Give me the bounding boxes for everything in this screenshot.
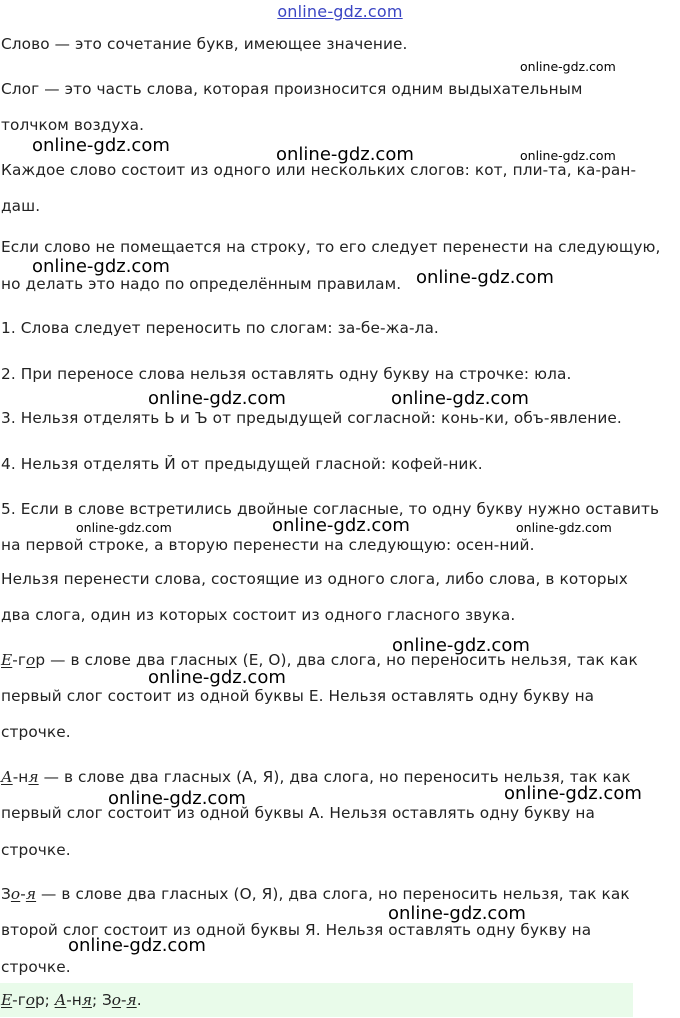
watermark: online-gdz.com — [391, 388, 529, 409]
answer-part: . — [136, 991, 142, 1009]
text-line: но делать это надо по определённым правилам. — [1, 275, 402, 293]
rule-2: 2. При переносе слова нельзя оставлять одну букву на строчке: юла. — [1, 365, 572, 383]
watermark: online-gdz.com — [392, 635, 530, 656]
watermark: online-gdz.com — [272, 515, 410, 536]
example-word-part: о — [10, 885, 21, 903]
answer-part: я — [126, 991, 137, 1009]
answer-part: о — [111, 991, 122, 1009]
text-line: Слог — это часть слова, которая произносится одним выдыхательным — [1, 80, 583, 98]
watermark: online-gdz.com — [416, 267, 554, 288]
rule-4: 4. Нельзя отделять Й от предыдущей гласной: кофей-ник. — [1, 455, 483, 473]
answer-part: -н — [66, 991, 82, 1009]
text-line: второй слог состоит из одной буквы Я. Нельзя оставлять одну букву на — [1, 921, 592, 939]
site-link[interactable]: online-gdz.com — [277, 2, 403, 21]
watermark: online-gdz.com — [148, 667, 286, 688]
example-word-part: - — [20, 885, 26, 903]
watermark: online-gdz.com — [76, 520, 172, 535]
example-anya-line — [1, 767, 631, 787]
example-explanation: — в слове два гласных (Е, О), два слога, но переносить нельзя, так как — [45, 651, 638, 669]
text-line: строчке. — [1, 723, 71, 741]
watermark: online-gdz.com — [68, 935, 206, 956]
text-line: на первой строке, а вторую перенести на следующую: осен-ний. — [1, 536, 535, 554]
text-line: два слога, один из которых состоит из одного гласного звука. — [1, 606, 516, 624]
example-word-part: З — [1, 885, 11, 903]
watermark: online-gdz.com — [32, 256, 170, 277]
answer-part: А — [54, 991, 67, 1009]
text-line: первый слог состоит из одной буквы А. Нельзя оставлять одну букву на — [1, 804, 595, 822]
answer-part: З — [101, 991, 112, 1009]
example-word-part: Е — [1, 651, 13, 669]
watermark: online-gdz.com — [520, 148, 616, 163]
example-word-part: -н — [12, 768, 29, 786]
text-line: Каждое слово состоит из одного или нескольких слогов: кот, пли-та, ка-ран- — [1, 161, 637, 179]
example-word-part: я — [28, 768, 39, 786]
example-egor-line — [1, 650, 638, 670]
rule-3: 3. Нельзя отделять Ь и Ъ от предыдущей согласной: конь-ки, объ-явление. — [1, 409, 622, 427]
watermark: online-gdz.com — [148, 388, 286, 409]
answer-part: Е — [1, 991, 13, 1009]
text-line: строчке. — [1, 958, 71, 976]
watermark: online-gdz.com — [32, 135, 170, 156]
rule-5: 5. Если в слове встретились двойные согласные, то одну букву нужно оставить — [1, 500, 660, 518]
text-line: даш. — [1, 197, 41, 215]
answer-part: -г — [12, 991, 26, 1009]
answer-part: ; — [91, 991, 102, 1009]
text-line: толчком воздуха. — [1, 116, 145, 134]
answer-part: р; — [34, 991, 55, 1009]
text-line: Слово — это сочетание букв, имеющее значение. — [1, 35, 408, 53]
example-explanation: — в слове два гласных (А, Я), два слога, но переносить нельзя, так как — [38, 768, 631, 786]
answer-part: я — [81, 991, 92, 1009]
site-header — [0, 0, 680, 24]
example-word-part: о — [26, 651, 36, 669]
watermark: online-gdz.com — [504, 783, 642, 804]
watermark: online-gdz.com — [388, 903, 526, 924]
text-line: Нельзя перенести слова, состоящие из одного слога, либо слова, в которых — [1, 570, 628, 588]
example-zoya-line — [1, 884, 630, 904]
example-word-part: -г — [12, 651, 27, 669]
text-line: Если слово не помещается на строку, то его следует перенести на следующую, — [1, 238, 661, 256]
answer-part: о — [25, 991, 35, 1009]
watermark: online-gdz.com — [516, 520, 612, 535]
answer-line — [1, 990, 142, 1010]
answer-box — [0, 983, 633, 1017]
rule-1: 1. Слова следует переносить по слогам: за-бе-жа-ла. — [1, 319, 439, 337]
watermark: online-gdz.com — [108, 788, 246, 809]
watermark: online-gdz.com — [276, 144, 414, 165]
example-word-part: я — [25, 885, 37, 903]
example-word-part: р — [35, 651, 46, 669]
text-line: первый слог состоит из одной буквы Е. Нельзя оставлять одну букву на — [1, 687, 595, 705]
example-word-part: А — [1, 768, 13, 786]
example-explanation: — в слове два гласных (О, Я), два слога, но переносить нельзя, так как — [36, 885, 630, 903]
text-line: строчке. — [1, 841, 71, 859]
watermark: online-gdz.com — [520, 59, 616, 74]
answer-part: - — [121, 991, 127, 1009]
